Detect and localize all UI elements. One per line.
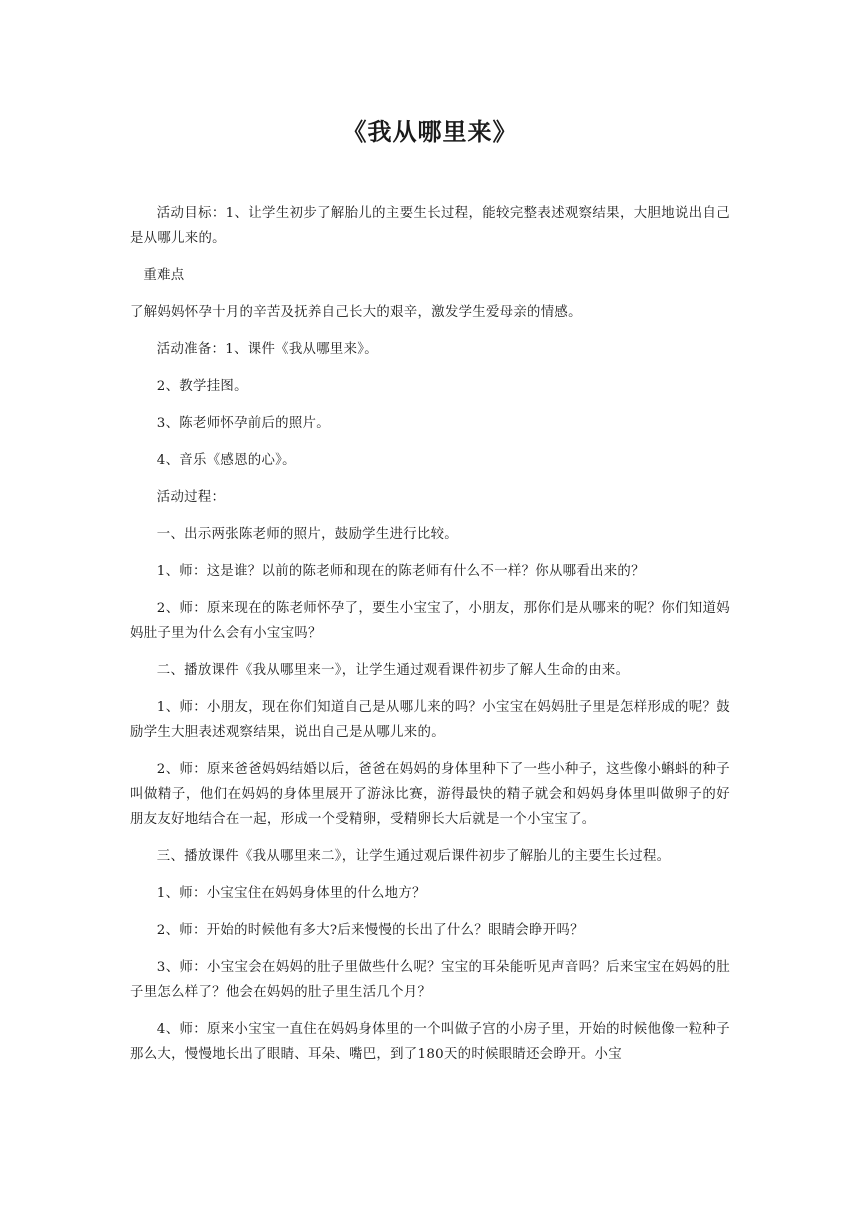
paragraph-preparation-2: 2、教学挂图。 (156, 379, 248, 394)
paragraph-key-difficulty: 了解妈妈怀孕十月的辛苦及抚养自己长大的艰辛，激发学生爱母亲的情感。 (130, 305, 582, 320)
document-title: 《我从哪里来》 (342, 117, 518, 146)
paragraph-step-3-q3: 3、师：小宝宝会在妈妈的肚子里做些什么呢？宝宝的耳朵能听见声音吗？后来宝宝在妈妈的肚子里怎么样了？他会在妈妈的肚子里生活几个月？ (130, 960, 730, 1000)
paragraph-preparation-1: 活动准备：1、课件《我从哪里来》。 (156, 342, 378, 357)
paragraph-step-3-q1: 1、师：小宝宝住在妈妈身体里的什么地方？ (156, 886, 426, 901)
paragraph-step-2-q1: 1、师：小朋友，现在你们知道自己是从哪儿来的吗？小宝宝在妈妈肚子里是怎样形成的呢？鼓励学生大胆表述观察结果，说出自己是从哪儿来的。 (130, 700, 730, 740)
paragraph-preparation-3: 3、陈老师怀孕前后的照片。 (156, 416, 330, 431)
paragraph-step-2-q2: 2、师：原来爸爸妈妈结婚以后，爸爸在妈妈的身体里种下了一些小种子，这些像小蝌蚪的种子叫做精子，他们在妈妈的身体里展开了游泳比赛，游得最快的精子就会和妈妈身体里叫做卵子的好朋友友好地结合在一起，形成一个受精卵，受精卵长大后就是一个小宝宝了。 (130, 762, 730, 827)
paragraph-activity-goal: 活动目标：1、让学生初步了解胎儿的主要生长过程，能较完整表述观察结果，大胆地说出自己是从哪儿来的。 (130, 206, 730, 246)
document-body (130, 201, 730, 1079)
paragraph-step-1: 一、出示两张陈老师的照片，鼓励学生进行比较。 (156, 527, 458, 542)
paragraph-key-difficulty-heading: 重难点 (143, 268, 185, 283)
paragraph-step-3-q2: 2、师：开始的时候他有多大?后来慢慢的长出了什么？眼睛会睁开吗？ (156, 923, 584, 938)
paragraph-step-1-q2: 2、师：原来现在的陈老师怀孕了，要生小宝宝了，小朋友，那你们是从哪来的呢？你们知道妈妈肚子里为什么会有小宝宝吗？ (130, 601, 730, 641)
paragraph-step-1-q1: 1、师：这是谁？以前的陈老师和现在的陈老师有什么不一样？你从哪看出来的？ (156, 564, 645, 579)
paragraph-preparation-4: 4、音乐《感恩的心》。 (156, 453, 296, 468)
paragraph-step-2: 二、播放课件《我从哪里来一》，让学生通过观看课件初步了解人生命的由来。 (156, 663, 630, 678)
paragraph-step-3-q4: 4、师：原来小宝宝一直住在妈妈身体里的一个叫做子宫的小房子里，开始的时候他像一粒种子那么大，慢慢地长出了眼睛、耳朵、嘴巴，到了180天的时候眼睛还会睁开。小宝 (130, 1022, 730, 1062)
paragraph-step-3: 三、播放课件《我从哪里来二》，让学生通过观后课件初步了解胎儿的主要生长过程。 (156, 849, 671, 864)
paragraph-process-heading: 活动过程： (156, 490, 226, 505)
